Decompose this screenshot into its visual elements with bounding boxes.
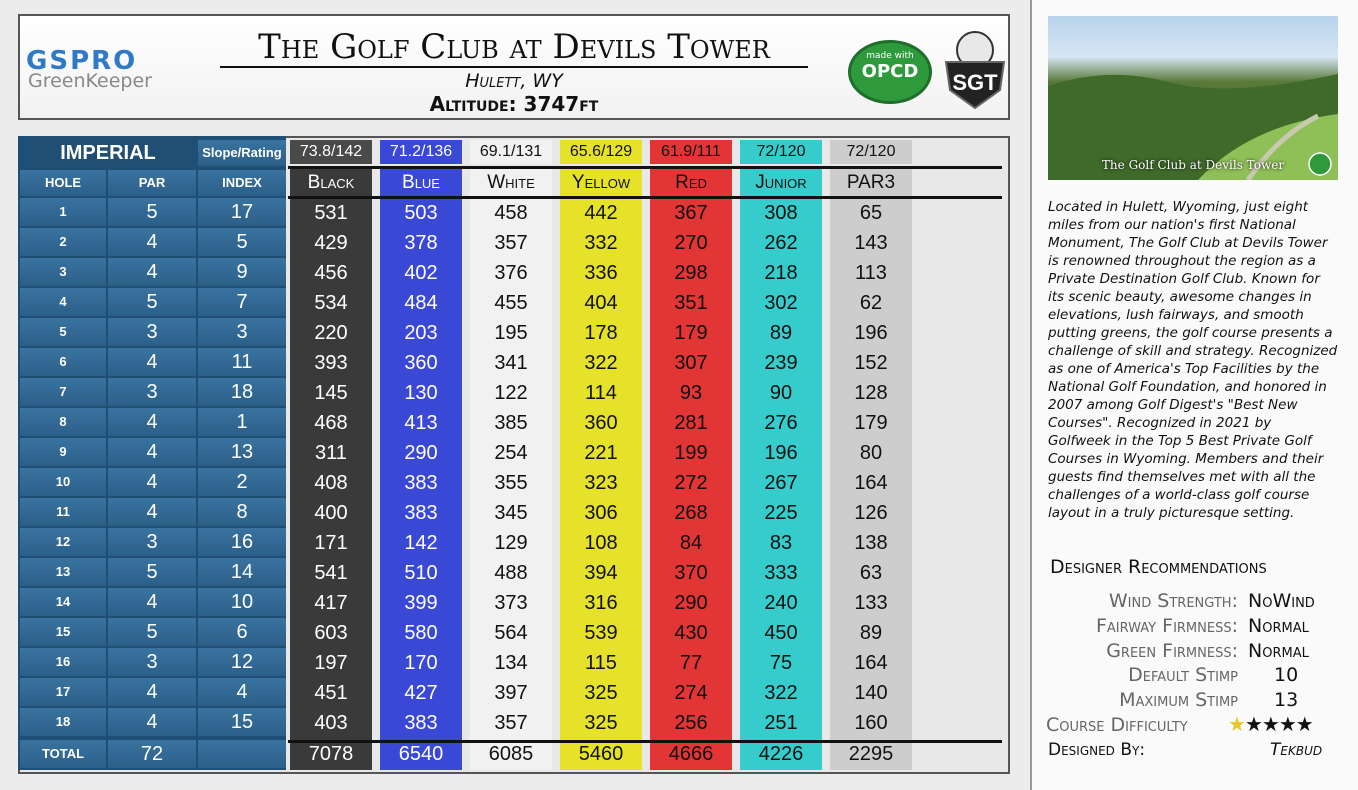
- tee-rating: 69.1/131: [470, 140, 552, 164]
- hole-index: 9: [198, 258, 286, 286]
- hole-number: 3: [20, 258, 106, 286]
- total-label: TOTAL: [20, 740, 106, 768]
- hole-index: 11: [198, 348, 286, 376]
- tee-name: Yellow: [571, 172, 631, 193]
- course-title: The Golf Club at Devils Tower: [220, 28, 808, 68]
- difficulty-label: Course Difficulty: [1046, 714, 1188, 736]
- hole-index: 13: [198, 438, 286, 466]
- header-rule-bottom: [288, 196, 1002, 199]
- tee-yardage: 138: [854, 532, 888, 554]
- hole-index: 3: [198, 318, 286, 346]
- course-location: Hulett, WY: [465, 70, 563, 92]
- tee-yardage: 83: [769, 532, 793, 554]
- tee-yardage: 62: [859, 292, 883, 314]
- hole-number: 11: [20, 498, 106, 526]
- scorecard-grid: [18, 136, 1010, 774]
- tee-yardage: 133: [854, 592, 888, 614]
- tee-yardage: 199: [674, 442, 708, 464]
- slope-rating-label: Slope/Rating: [198, 140, 286, 166]
- tee-yardage: 75: [769, 652, 793, 674]
- tee-yardage: 164: [854, 652, 888, 674]
- tee-total: 4666: [668, 743, 714, 765]
- rec-label: Maximum Stimp: [1119, 689, 1238, 711]
- tee-yardage: 325: [584, 712, 618, 734]
- tee-yardage: 404: [584, 292, 618, 314]
- hole-number: 7: [20, 378, 106, 406]
- hole-number: 2: [20, 228, 106, 256]
- tee-yardage: 383: [404, 472, 438, 494]
- tee-yardage: 65: [859, 202, 883, 224]
- tee-yardage: 580: [404, 622, 438, 644]
- hole-index: 15: [198, 708, 286, 736]
- tee-yardage: 290: [404, 442, 438, 464]
- rec-label: Default Stimp: [1128, 664, 1238, 686]
- tee-yardage: 484: [404, 292, 438, 314]
- tee-yardage: 367: [674, 202, 708, 224]
- tee-yardage: 531: [314, 202, 348, 224]
- tee-yardage: 468: [314, 412, 348, 434]
- tee-yardage: 341: [494, 352, 528, 374]
- tee-yardage: 290: [674, 592, 708, 614]
- hole-index: 5: [198, 228, 286, 256]
- tee-yardage: 197: [314, 652, 348, 674]
- tee-yardage: 385: [494, 412, 528, 434]
- opcd-badge-big: OPCD: [861, 61, 919, 82]
- tee-yardage: 322: [764, 682, 798, 704]
- tee-yardage: 383: [404, 502, 438, 524]
- hole-par: 5: [108, 558, 196, 586]
- tee-yardage: 63: [859, 562, 883, 584]
- hole-number: 13: [20, 558, 106, 586]
- hole-number: 8: [20, 408, 106, 436]
- tee-yardage: 93: [679, 382, 703, 404]
- tee-yardage: 399: [404, 592, 438, 614]
- tee-yardage: 307: [674, 352, 708, 374]
- tee-yardage: 311: [315, 442, 347, 464]
- hole-number: 18: [20, 708, 106, 736]
- tee-yardage: 345: [494, 502, 528, 524]
- tee-yardage: 456: [314, 262, 348, 284]
- tee-yardage: 254: [494, 442, 528, 464]
- hole-index: 12: [198, 648, 286, 676]
- tee-yardage: 503: [404, 202, 438, 224]
- tee-yardage: 333: [764, 562, 798, 584]
- tee-yardage: 128: [854, 382, 888, 404]
- hole-par: 5: [108, 198, 196, 226]
- hole-par: 5: [108, 618, 196, 646]
- rec-value: Normal: [1248, 640, 1309, 662]
- tee-yardage: 270: [674, 232, 708, 254]
- tee-yardage: 541: [314, 562, 348, 584]
- tee-yardage: 488: [494, 562, 528, 584]
- tee-yardage: 218: [764, 262, 798, 284]
- rec-value: NoWind: [1248, 590, 1315, 612]
- tee-yardage: 400: [314, 502, 348, 524]
- tee-yardage: 564: [494, 622, 528, 644]
- tee-yardage: 179: [674, 322, 708, 344]
- hole-number: 6: [20, 348, 106, 376]
- tee-rating: 65.6/129: [560, 140, 642, 164]
- tee-name: PAR3: [846, 172, 896, 193]
- greenkeeper-logo: GreenKeeper: [28, 70, 152, 92]
- hole-par: 4: [108, 678, 196, 706]
- star-icon: ★: [1244, 712, 1262, 736]
- imperial-label: IMPERIAL: [60, 142, 156, 164]
- sgt-badge: [942, 28, 1008, 110]
- tee-yardage: 373: [494, 592, 528, 614]
- tee-yardage: 196: [854, 322, 888, 344]
- hole-index: 6: [198, 618, 286, 646]
- tee-total: 6540: [398, 743, 444, 765]
- tee-name: Black: [307, 172, 355, 193]
- tee-yardage: 376: [494, 262, 528, 284]
- tee-yardage: 130: [404, 382, 438, 404]
- tee-yardage: 203: [404, 322, 438, 344]
- tee-yardage: 195: [494, 322, 528, 344]
- tee-yardage: 221: [584, 442, 618, 464]
- tee-yardage: 281: [674, 412, 708, 434]
- tee-yardage: 370: [674, 562, 708, 584]
- tee-yardage: 298: [674, 262, 708, 284]
- hole-par: 4: [108, 438, 196, 466]
- tee-yardage: 360: [584, 412, 618, 434]
- tee-name: Red: [675, 172, 707, 193]
- tee-yardage: 355: [494, 472, 528, 494]
- tee-rating: 73.8/142: [290, 140, 372, 164]
- tee-yardage: 89: [859, 622, 883, 644]
- rec-value: Normal: [1248, 615, 1309, 637]
- hole-number: 9: [20, 438, 106, 466]
- tee-yardage: 402: [404, 262, 438, 284]
- designer-recommendations-title: Designer Recommendations: [1050, 556, 1267, 578]
- tee-yardage: 451: [314, 682, 348, 704]
- tee-total: 5460: [578, 743, 624, 765]
- tee-rating: 72/120: [830, 140, 912, 164]
- tee-total: 4226: [758, 743, 804, 765]
- tee-total: 7078: [308, 743, 354, 765]
- tee-yardage: 142: [404, 532, 438, 554]
- rec-label: Fairway Firmness:: [1095, 615, 1238, 637]
- tee-yardage: 603: [314, 622, 348, 644]
- tee-yardage: 225: [764, 502, 798, 524]
- tee-yardage: 145: [314, 382, 348, 404]
- tee-yardage: 143: [854, 232, 888, 254]
- tee-rating: 71.2/136: [380, 140, 462, 164]
- tee-yardage: 77: [679, 652, 703, 674]
- tee-yardage: 171: [314, 532, 348, 554]
- hole-par: 4: [108, 258, 196, 286]
- tee-yardage: 336: [584, 262, 618, 284]
- tee-yardage: 115: [585, 652, 617, 674]
- gspro-logo: GSPRO: [26, 46, 138, 76]
- tee-yardage: 140: [854, 682, 888, 704]
- designed-by-label: Designed By:: [1048, 740, 1146, 760]
- tee-yardage: 164: [854, 472, 888, 494]
- hole-number: 14: [20, 588, 106, 616]
- star-icon: ★: [1228, 712, 1245, 736]
- tee-yardage: 427: [404, 682, 438, 704]
- tee-yardage: 126: [854, 502, 888, 524]
- tee-total: 2295: [848, 743, 894, 765]
- tee-yardage: 429: [314, 232, 348, 254]
- tee-rating: 61.9/111: [650, 140, 732, 164]
- sgt-shield-icon: [942, 28, 1008, 110]
- tee-yardage: 129: [494, 532, 528, 554]
- hole-par: 3: [108, 378, 196, 406]
- total-index-empty: [198, 740, 286, 768]
- tee-rating: 72/120: [740, 140, 822, 164]
- tee-yardage: 122: [494, 382, 528, 404]
- hole-par: 3: [108, 528, 196, 556]
- tee-yardage: 534: [314, 292, 348, 314]
- rec-value: 10: [1274, 664, 1299, 686]
- hole-par: 5: [108, 288, 196, 316]
- rec-value: 13: [1274, 689, 1299, 711]
- hole-index: 1: [198, 408, 286, 436]
- index-header: INDEX: [198, 170, 286, 196]
- tee-yardage: 272: [674, 472, 708, 494]
- tee-yardage: 239: [764, 352, 798, 374]
- tee-yardage: 178: [584, 322, 618, 344]
- tee-yardage: 170: [404, 652, 438, 674]
- hole-index: 8: [198, 498, 286, 526]
- tee-yardage: 357: [494, 232, 528, 254]
- tee-yardage: 108: [584, 532, 618, 554]
- hole-index: 18: [198, 378, 286, 406]
- tee-yardage: 80: [859, 442, 883, 464]
- photo-caption: The Golf Club at Devils Tower: [1101, 158, 1285, 172]
- tee-yardage: 325: [584, 682, 618, 704]
- tee-yardage: 134: [494, 652, 528, 674]
- hole-par: 4: [108, 348, 196, 376]
- course-altitude: Altitude: 3747ft: [429, 92, 599, 116]
- tee-yardage: 322: [584, 352, 618, 374]
- hole-index: 14: [198, 558, 286, 586]
- hole-par: 4: [108, 498, 196, 526]
- course-photo: [1048, 16, 1338, 180]
- tee-yardage: 539: [584, 622, 618, 644]
- tee-yardage: 302: [764, 292, 798, 314]
- hole-number: 16: [20, 648, 106, 676]
- tee-yardage: 306: [584, 502, 618, 524]
- designed-by-value: Tekbud: [1270, 740, 1323, 760]
- hole-index: 16: [198, 528, 286, 556]
- tee-yardage: 430: [674, 622, 708, 644]
- tee-yardage: 332: [584, 232, 618, 254]
- tee-yardage: 316: [584, 592, 618, 614]
- course-description: Located in Hulett, Wyoming, just eight miles from our nation's first National Monument, The Golf Club at Devils Tower is renowned throughout the region as a Private Destination Golf Club. Known for its scenic beauty, awesome changes in elevations, lush fairways, and smooth putting greens, the golf course presents a challenge of skill and strategy. Recognized as one of America's Top Facilities by the National Golf Foundation, and honored in 2007 among Golf Digest's "Best New Courses". Recognized in 2021 by Golfweek in the Top 5 Best Private Golf Courses in Wyoming. Members and their guests find themselves met with all the challenges of a world-class golf course layout in a truly picturesque setting.: [1048, 199, 1338, 521]
- hole-index: 10: [198, 588, 286, 616]
- tee-yardage: 276: [764, 412, 798, 434]
- hole-number: 12: [20, 528, 106, 556]
- hole-number: 17: [20, 678, 106, 706]
- tee-name: Junior: [755, 172, 807, 193]
- hole-par: 3: [108, 648, 196, 676]
- header-rule-top: [288, 166, 1002, 169]
- star-icon: ★: [1278, 712, 1296, 736]
- tee-name: White: [487, 172, 535, 193]
- hole-index: 2: [198, 468, 286, 496]
- tee-yardage: 114: [585, 382, 617, 404]
- difficulty-stars: [1228, 712, 1313, 736]
- tee-yardage: 196: [764, 442, 798, 464]
- par-total: 72: [108, 740, 196, 768]
- tee-yardage: 89: [769, 322, 793, 344]
- tee-yardage: 323: [584, 472, 618, 494]
- hole-number: 1: [20, 198, 106, 226]
- hole-index: 17: [198, 198, 286, 226]
- tee-yardage: 268: [674, 502, 708, 524]
- tee-yardage: 442: [584, 202, 618, 224]
- tee-yardage: 455: [494, 292, 528, 314]
- tee-yardage: 256: [674, 712, 708, 734]
- tee-yardage: 394: [584, 562, 618, 584]
- sgt-badge-text: SGT: [952, 70, 998, 95]
- tee-yardage: 84: [679, 532, 703, 554]
- star-icon: ★: [1295, 712, 1313, 736]
- tee-yardage: 160: [854, 712, 888, 734]
- hole-header: HOLE: [20, 170, 106, 196]
- tee-yardage: 510: [404, 562, 438, 584]
- tee-yardage: 267: [764, 472, 798, 494]
- hole-index: 7: [198, 288, 286, 316]
- hole-number: 10: [20, 468, 106, 496]
- tee-yardage: 90: [769, 382, 793, 404]
- par-header: PAR: [108, 170, 196, 196]
- tee-name: Blue: [402, 172, 440, 193]
- hole-par: 4: [108, 588, 196, 616]
- hole-par: 4: [108, 228, 196, 256]
- tee-yardage: 413: [404, 412, 438, 434]
- hole-number: 4: [20, 288, 106, 316]
- tee-yardage: 383: [404, 712, 438, 734]
- tee-yardage: 308: [764, 202, 798, 224]
- hole-number: 5: [20, 318, 106, 346]
- tee-yardage: 113: [855, 262, 887, 284]
- tee-yardage: 417: [314, 592, 348, 614]
- tee-yardage: 351: [674, 292, 708, 314]
- hole-par: 4: [108, 408, 196, 436]
- tee-yardage: 152: [854, 352, 888, 374]
- tee-total: 6085: [488, 743, 534, 765]
- hole-par: 4: [108, 468, 196, 496]
- rec-label: Green Firmness:: [1106, 640, 1238, 662]
- tee-yardage: 403: [314, 712, 348, 734]
- tee-yardage: 220: [314, 322, 348, 344]
- tee-yardage: 262: [764, 232, 798, 254]
- hole-par: 3: [108, 318, 196, 346]
- tee-yardage: 357: [494, 712, 528, 734]
- tee-yardage: 408: [314, 472, 348, 494]
- tee-yardage: 450: [764, 622, 798, 644]
- tee-yardage: 179: [854, 412, 888, 434]
- total-rule: [288, 740, 1002, 743]
- hole-par: 4: [108, 708, 196, 736]
- tee-yardage: 360: [404, 352, 438, 374]
- tee-yardage: 378: [404, 232, 438, 254]
- hole-number: 15: [20, 618, 106, 646]
- opcd-badge-small: made with: [866, 51, 914, 61]
- tee-yardage: 251: [764, 712, 798, 734]
- course-landscape-icon: [1048, 16, 1338, 180]
- tee-yardage: 393: [314, 352, 348, 374]
- star-icon: ★: [1261, 712, 1279, 736]
- tee-yardage: 274: [674, 682, 708, 704]
- opcd-badge: [848, 40, 932, 104]
- tee-yardage: 397: [494, 682, 528, 704]
- tee-yardage: 240: [764, 592, 798, 614]
- tee-yardage: 458: [494, 202, 528, 224]
- rec-label: Wind Strength:: [1108, 590, 1238, 612]
- hole-index: 4: [198, 678, 286, 706]
